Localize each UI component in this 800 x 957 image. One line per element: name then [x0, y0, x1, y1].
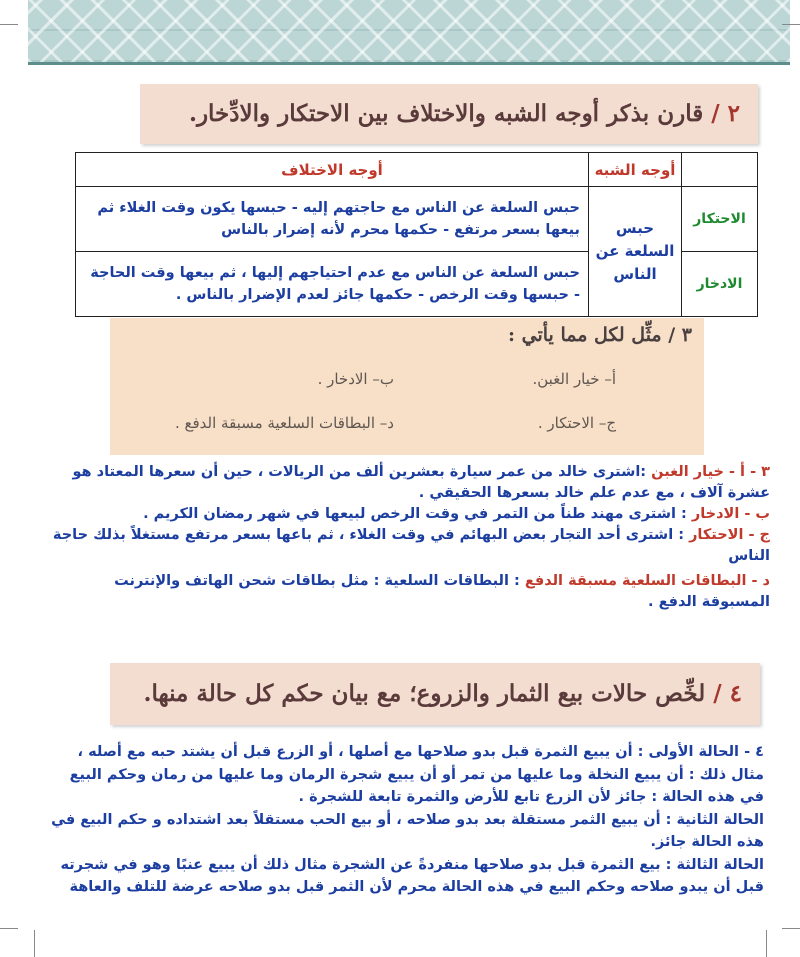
crop-mark — [766, 930, 767, 957]
question-2-heading — [140, 84, 758, 144]
option-c: ج– الاحتكار . — [537, 414, 616, 432]
row-term: الادخار — [682, 252, 758, 317]
answer-a — [50, 462, 770, 504]
answer-d — [50, 571, 770, 613]
question-number: ٤ / — [713, 680, 742, 707]
difference-cell: حبس السلعة عن الناس مع عدم احتياجهم إليها ، ثم بيعها وقت الحاجة - حبسها وقت الرخص - حكمها جائز لعدم الإضرار بالناس . — [76, 252, 589, 317]
crop-mark — [782, 928, 800, 929]
case-1: ٤ - الحالة الأولى : أن يبيع الثمرة قبل بدو صلاحها مع أصلها ، أو الزرع قبل أن يشتد حبه مع أصله ، مثال ذلك : أن يبيع النخلة وما عليها من تمر أو أن يبيع شجرة الرمان وما عليها من رمان وحكم البيع في هذه الحالة : جائز لأن الزرع تابع للأرض والثمرة تابعة للشجرة . — [69, 744, 764, 805]
option-d: د– البطاقات السلعية مسبقة الدفع . — [174, 414, 394, 432]
answer-c-term: ج - الاحتكار — [689, 527, 770, 543]
table-row — [76, 187, 758, 252]
question-number: ٢ / — [711, 100, 740, 127]
crop-mark — [782, 24, 800, 25]
question-4-heading — [110, 663, 760, 725]
table-header-row — [76, 153, 758, 187]
question-3-title: ٣ / مثِّل لكل مما يأتي : — [508, 324, 692, 346]
case-3: الحالة الثالثة : بيع الثمرة قبل بدو صلاحها منفردةً عن الشجرة مثال ذلك أن يبيع عنبًا وهو في شجرته قبل أن يبدو صلاحه وحكم البيع في هذه الحالة محرم لأن الثمر قبل بدو صلاحه عرضة للتلف والعاهة — [60, 856, 764, 895]
table-header-similarity: أوجه الشبه — [589, 153, 682, 187]
question-3-box — [110, 318, 704, 455]
crop-mark — [34, 930, 35, 957]
answer-a-text: :اشترى خالد من عمر سيارة بعشرين ألف من الريالات ، حين أن سعرها المعتاد هو عشرة آلاف ، مع عدم علم خالد بسعرها الحقيقي . — [72, 464, 770, 501]
answer-c-text: : اشترى أحد التجار بعض البهائم في وقت الغلاء ، ثم باعها بسعر مرتفع مستغلاً بذلك حاجة الناس — [52, 527, 770, 564]
crop-mark — [0, 24, 18, 25]
answer-d-text: : البطاقات السلعية : مثل بطاقات شحن الهاتف والإنترنت المسبوقة الدفع . — [114, 573, 770, 610]
answer-a-prefix: ٣ - أ - — [723, 464, 770, 480]
option-a: أ– خيار الغبن. — [532, 370, 616, 388]
table-header-difference: أوجه الاختلاف — [76, 153, 589, 187]
answer-c — [50, 525, 770, 567]
answer-d-term: د - البطاقات السلعية مسبقة الدفع — [524, 573, 770, 589]
answer-b — [50, 504, 770, 525]
answer-b-text: : اشترى مهند طناً من التمر في وقت الرخص لبيعها في شهر رمضان الكريم . — [143, 506, 692, 522]
question-text: لخِّص حالات بيع الثمار والزروع؛ مع بيان حكم كل حالة منها. — [143, 680, 706, 707]
similarity-cell: حبس السلعة عن الناس — [589, 187, 682, 317]
question-text: قارن بذكر أوجه الشبه والاختلاف بين الاحتكار والادِّخار. — [188, 100, 704, 127]
table-header-blank — [682, 153, 758, 187]
row-term: الاحتكار — [682, 187, 758, 252]
crop-mark — [0, 928, 18, 929]
option-b: ب– الادخار . — [317, 370, 394, 388]
answers-question-3 — [50, 462, 770, 613]
difference-cell: حبس السلعة عن الناس مع حاجتهم إليه - حبسها يكون وقت الغلاء ثم بيعها بسعر مرتفع - حكمها محرم لأنه إضرار بالناس — [76, 187, 589, 252]
comparison-table — [75, 152, 758, 317]
answers-question-4 — [44, 741, 764, 899]
decorative-header-banner — [28, 0, 790, 65]
answer-b-term: ب - الادخار — [691, 506, 770, 522]
answer-a-term: خيار الغبن — [651, 464, 724, 480]
case-2: الحالة الثانية : أن يبيع الثمر مستقلة بعد بدو صلاحه ، أو بيع الحب مستقلاً بعد اشتداده و حكم البيع في هذه الحالة جائز. — [51, 811, 764, 850]
